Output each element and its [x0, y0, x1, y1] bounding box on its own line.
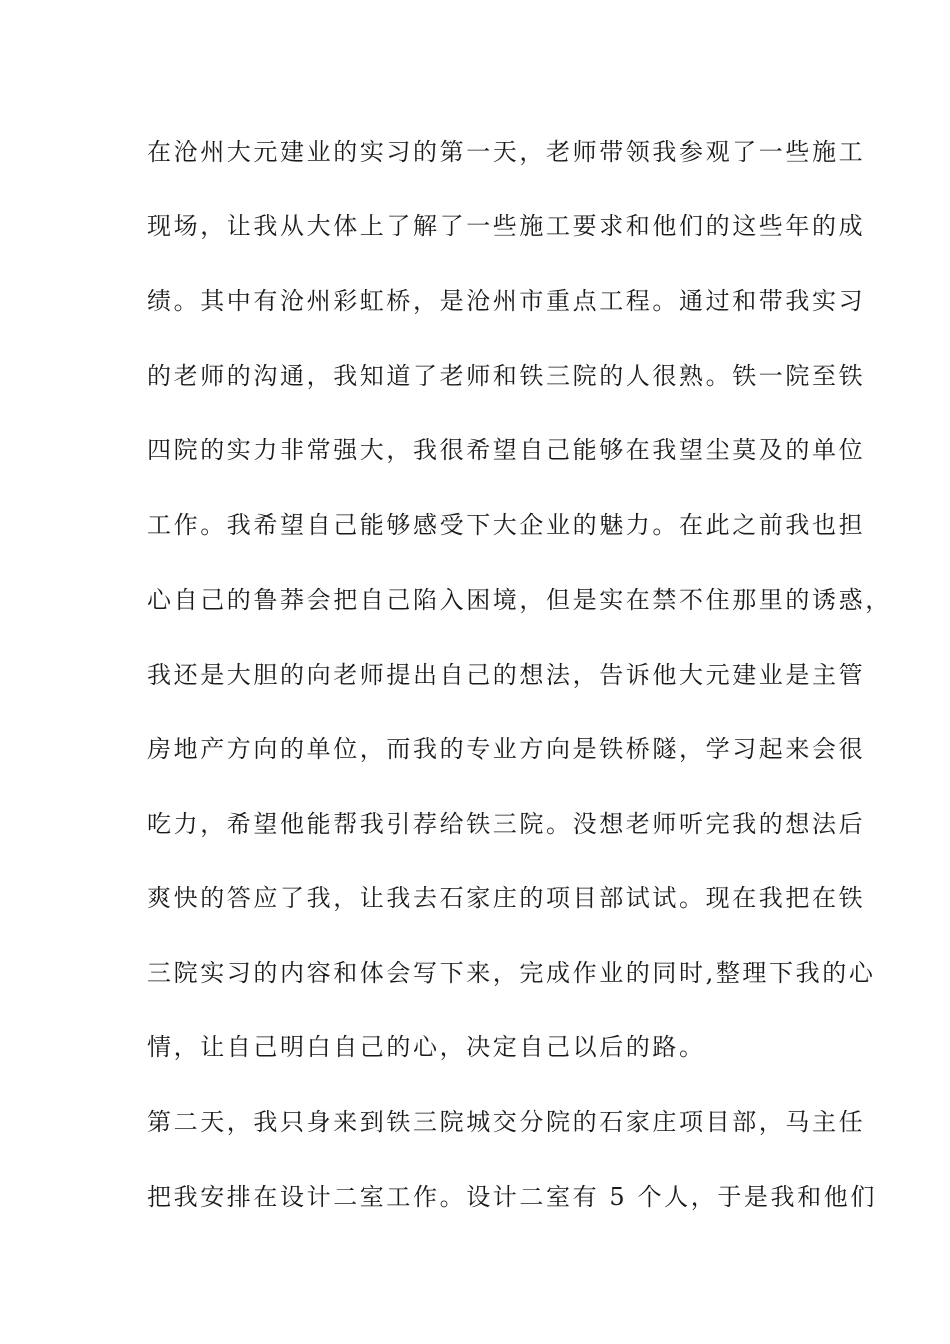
text-line: 吃力，希望他能帮我引荐给铁三院。没想老师听完我的想法后: [147, 810, 866, 838]
text-line: 三院实习的内容和体会写下来，完成作业的同时,整理下我的心: [147, 959, 876, 987]
text-line: 情，让自己明白自己的心，决定自己以后的路。: [147, 1033, 706, 1061]
text-line: 爽快的答应了我，让我去石家庄的项目部试试。现在我把在铁: [147, 884, 866, 912]
text-line: 第二天，我只身来到铁三院城交分院的石家庄项目部，马主任: [147, 1108, 866, 1136]
text-line: 工作。我希望自己能够感受下大企业的魅力。在此之前我也担: [147, 511, 866, 539]
text-line: 我还是大胆的向老师提出自己的想法，告诉他大元建业是主管: [147, 661, 866, 689]
text-line: 四院的实力非常强大，我很希望自己能够在我望尘莫及的单位: [147, 436, 866, 464]
text-line: 房地产方向的单位，而我的专业方向是铁桥隧，学习起来会很: [147, 735, 866, 763]
text-line: 心自己的鲁莽会把自己陷入困境，但是实在禁不住那里的诱惑，: [147, 586, 892, 614]
text-line: 现场，让我从大体上了解了一些施工要求和他们的这些年的成: [147, 212, 866, 240]
text-line: 绩。其中有沧州彩虹桥，是沧州市重点工程。通过和带我实习: [147, 287, 866, 315]
text-line: 把我安排在设计二室工作。设计二室有 5 个人，于是我和他们: [147, 1183, 877, 1211]
text-line: 在沧州大元建业的实习的第一天，老师带领我参观了一些施工: [147, 138, 866, 166]
text-line: 的老师的沟通，我知道了老师和铁三院的人很熟。铁一院至铁: [147, 362, 866, 390]
